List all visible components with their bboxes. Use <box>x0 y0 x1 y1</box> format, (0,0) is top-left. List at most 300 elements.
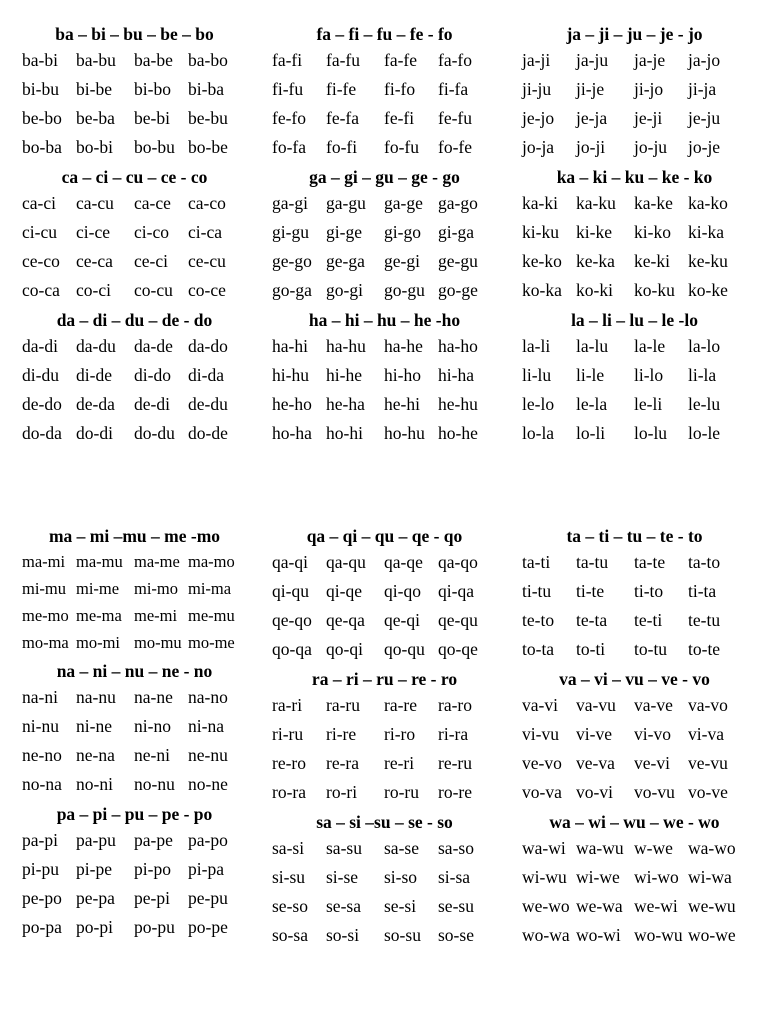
syllable-pair: do-de <box>188 423 228 443</box>
group-title: ga – gi – gu – ge - go <box>309 167 460 187</box>
syllable-pair: vo-ve <box>688 782 728 802</box>
syllable-pair: li-lu <box>522 365 552 385</box>
syllable-pair: re-ri <box>384 753 415 773</box>
syllable-pair: na-no <box>188 687 228 707</box>
syllable-row <box>272 749 517 778</box>
syllable-pair: go-ge <box>438 280 478 300</box>
syllable-pair: pa-po <box>188 830 228 850</box>
syllable-pair: qa-qe <box>384 552 423 572</box>
syllable-pair: ve-vo <box>522 753 562 773</box>
syllable-row <box>22 770 267 799</box>
syllable-pair: te-ta <box>576 610 608 630</box>
syllable-row <box>272 635 517 664</box>
syllable-pair: je-jo <box>522 108 555 128</box>
syllable-pair: ka-ki <box>522 193 558 213</box>
group-title: ba – bi – bu – be – bo <box>55 24 214 44</box>
syllable-pair: gi-gu <box>272 222 309 242</box>
syllable-pair: ci-cu <box>22 222 57 242</box>
syllable-pair: be-bi <box>134 108 170 128</box>
syllable-pair: qe-qi <box>384 610 420 630</box>
syllable-pair: fi-fo <box>384 79 416 99</box>
syllable-pair: no-ni <box>76 774 113 794</box>
syllable-group-t <box>522 524 767 664</box>
syllable-pair: hi-ha <box>438 365 474 385</box>
syllable-pair: ko-ke <box>688 280 728 300</box>
syllable-pair: ve-vi <box>634 753 670 773</box>
group-title: pa – pi – pu – pe - po <box>56 804 213 824</box>
syllable-pair: wa-wi <box>522 838 566 858</box>
syllable-pair: la-li <box>522 336 551 356</box>
syllable-pair: te-tu <box>688 610 721 630</box>
syllable-pair: ti-te <box>576 581 605 601</box>
syllable-row <box>272 577 517 606</box>
syllable-pair: pe-pu <box>188 888 228 908</box>
syllable-pair: ni-ne <box>76 716 112 736</box>
syllable-pair: do-di <box>76 423 113 443</box>
syllable-pair: ho-hi <box>326 423 363 443</box>
syllable-pair: wo-wi <box>576 925 621 945</box>
syllable-pair: te-to <box>522 610 555 630</box>
syllable-pair: pi-pe <box>76 859 112 879</box>
syllable-pair: ma-mu <box>76 552 123 571</box>
syllable-pair: pe-po <box>22 888 62 908</box>
syllable-pair: ke-ki <box>634 251 670 271</box>
syllable-pair: mi-mo <box>134 579 178 598</box>
group-title: fa – fi – fu – fe - fo <box>316 24 453 44</box>
syllable-pair: se-si <box>384 896 417 916</box>
syllable-pair: ce-co <box>22 251 60 271</box>
syllable-pair: ce-ci <box>134 251 168 271</box>
syllable-pair: di-do <box>134 365 171 385</box>
syllable-pair: ra-ro <box>438 695 473 715</box>
syllable-pair: pa-pe <box>134 830 173 850</box>
syllable-row <box>22 629 267 656</box>
group-title: ma – mi –mu – me -mo <box>48 526 221 546</box>
group-title: ca – ci – cu – ce - co <box>61 167 208 187</box>
syllable-pair: fe-fu <box>438 108 473 128</box>
syllable-group-h <box>272 308 517 448</box>
syllable-pair: ro-ru <box>384 782 419 802</box>
syllable-pair: hi-hu <box>272 365 309 385</box>
syllable-row <box>522 778 767 807</box>
syllable-pair: sa-so <box>438 838 474 858</box>
syllable-pair: ba-bu <box>76 50 116 70</box>
syllable-pair: je-ju <box>688 108 721 128</box>
syllable-pair: ho-ha <box>272 423 312 443</box>
syllable-pair: he-hu <box>438 394 478 414</box>
syllable-pair: da-du <box>76 336 116 356</box>
syllable-row <box>272 361 517 390</box>
syllable-pair: bi-ba <box>188 79 224 99</box>
syllable-pair: qi-qo <box>384 581 421 601</box>
syllable-pair: go-ga <box>272 280 312 300</box>
syllable-pair: we-wi <box>634 896 678 916</box>
syllable-pair: ge-ga <box>326 251 365 271</box>
group-title: ra – ri – ru – re - ro <box>311 669 458 689</box>
syllable-pair: me-mo <box>22 606 69 625</box>
syllable-pair: gi-ga <box>438 222 474 242</box>
syllable-row <box>522 104 767 133</box>
syllable-pair: he-ha <box>326 394 365 414</box>
syllable-pair: bo-bi <box>76 137 113 157</box>
syllable-pair: mi-mu <box>22 579 66 598</box>
group-title: qa – qi – qu – qe - qo <box>306 526 463 546</box>
syllable-pair: da-do <box>188 336 228 356</box>
syllable-pair: va-vo <box>688 695 728 715</box>
syllable-pair: ma-mi <box>22 552 66 571</box>
syllable-row <box>22 913 267 942</box>
syllable-row <box>22 361 267 390</box>
syllable-pair: vi-ve <box>576 724 612 744</box>
syllable-pair: wo-wa <box>522 925 570 945</box>
syllable-pair: ki-ke <box>576 222 612 242</box>
syllable-pair: ce-ca <box>76 251 113 271</box>
syllable-pair: le-lo <box>522 394 555 414</box>
syllable-row <box>22 602 267 629</box>
syllable-pair: ji-jo <box>634 79 664 99</box>
syllable-pair: ta-te <box>634 552 666 572</box>
syllable-row <box>22 712 267 741</box>
syllable-pair: to-te <box>688 639 721 659</box>
syllable-pair: ce-cu <box>188 251 226 271</box>
syllable-pair: w-we <box>634 838 673 858</box>
syllable-pair: co-ci <box>76 280 111 300</box>
syllable-pair: so-sa <box>272 925 308 945</box>
syllable-pair: de-du <box>188 394 228 414</box>
syllable-pair: ri-ro <box>384 724 416 744</box>
syllable-pair: po-pa <box>22 917 62 937</box>
group-title: da – di – du – de - do <box>56 310 213 330</box>
syllable-row <box>22 419 267 448</box>
syllable-pair: ha-ho <box>438 336 478 356</box>
syllable-pair: ga-go <box>438 193 478 213</box>
syllable-row <box>272 75 517 104</box>
syllable-pair: co-cu <box>134 280 173 300</box>
syllable-pair: go-gu <box>384 280 425 300</box>
syllable-column <box>272 524 517 950</box>
syllable-row <box>522 332 767 361</box>
syllable-pair: bo-ba <box>22 137 62 157</box>
syllable-pair: da-di <box>22 336 58 356</box>
syllable-row <box>22 683 267 712</box>
syllable-pair: fe-fi <box>384 108 415 128</box>
syllable-pair: qo-qe <box>438 639 478 659</box>
syllable-pair: jo-ji <box>576 137 606 157</box>
syllable-pair: vi-va <box>688 724 724 744</box>
syllable-row <box>22 390 267 419</box>
syllable-pair: mo-me <box>188 633 235 652</box>
syllable-pair: qa-qo <box>438 552 478 572</box>
syllable-row <box>522 218 767 247</box>
syllable-row <box>22 46 267 75</box>
syllable-pair: vo-vi <box>576 782 613 802</box>
syllable-pair: me-mu <box>188 606 235 625</box>
syllable-row <box>22 884 267 913</box>
syllable-row <box>522 921 767 950</box>
syllable-pair: ba-bi <box>22 50 58 70</box>
syllable-pair: va-vu <box>576 695 616 715</box>
syllable-pair: pi-pu <box>22 859 59 879</box>
syllable-pair: qa-qi <box>272 552 308 572</box>
syllable-pair: ma-mo <box>188 552 235 571</box>
syllable-pair: wi-wu <box>522 867 567 887</box>
syllable-row <box>522 834 767 863</box>
syllable-pair: ji-je <box>576 79 605 99</box>
syllable-pair: ne-na <box>76 745 115 765</box>
syllable-pair: vo-vu <box>634 782 675 802</box>
syllable-row <box>522 863 767 892</box>
syllable-pair: ri-ru <box>272 724 304 744</box>
syllable-pair: so-se <box>438 925 474 945</box>
syllable-pair: fo-fi <box>326 137 358 157</box>
syllable-pair: be-ba <box>76 108 115 128</box>
syllable-group-k <box>522 165 767 305</box>
syllable-row <box>272 133 517 162</box>
syllable-pair: fi-fa <box>438 79 469 99</box>
syllable-pair: ka-ko <box>688 193 728 213</box>
syllable-row <box>272 390 517 419</box>
syllable-pair: ti-tu <box>522 581 552 601</box>
syllable-pair: bo-bu <box>134 137 175 157</box>
syllable-pair: di-du <box>22 365 59 385</box>
group-title: sa – si –su – se - so <box>316 812 453 832</box>
syllable-pair: si-se <box>326 867 359 887</box>
syllable-pair: we-wo <box>522 896 570 916</box>
group-title: ha – hi – hu – he -ho <box>308 310 461 330</box>
syllable-pair: fi-fu <box>272 79 304 99</box>
syllable-pair: ki-ku <box>522 222 559 242</box>
syllable-group-j <box>522 22 767 162</box>
syllable-pair: jo-ja <box>522 137 555 157</box>
syllable-row <box>522 577 767 606</box>
syllable-pair: je-ja <box>576 108 608 128</box>
syllable-pair: ta-ti <box>522 552 551 572</box>
syllable-pair: fa-fe <box>384 50 418 70</box>
syllable-row <box>272 892 517 921</box>
syllable-pair: sa-se <box>384 838 419 858</box>
syllable-row <box>522 75 767 104</box>
syllable-pair: fe-fo <box>272 108 307 128</box>
syllable-pair: ge-gi <box>384 251 420 271</box>
syllable-group-p <box>22 802 267 942</box>
syllable-pair: si-so <box>384 867 418 887</box>
syllable-group-c <box>22 165 267 305</box>
syllable-pair: no-nu <box>134 774 175 794</box>
syllable-pair: de-do <box>22 394 62 414</box>
syllable-row <box>272 863 517 892</box>
syllable-pair: fo-fe <box>438 137 473 157</box>
syllable-pair: ni-no <box>134 716 171 736</box>
syllable-row <box>22 741 267 770</box>
syllable-pair: se-sa <box>326 896 361 916</box>
syllable-pair: wi-wa <box>688 867 732 887</box>
syllable-pair: ta-to <box>688 552 721 572</box>
syllable-pair: no-ne <box>188 774 228 794</box>
syllable-pair: pe-pi <box>134 888 170 908</box>
syllable-pair: so-si <box>326 925 360 945</box>
syllable-pair: go-gi <box>326 280 363 300</box>
syllable-pair: be-bo <box>22 108 62 128</box>
syllable-column <box>522 22 767 448</box>
syllable-row <box>272 606 517 635</box>
syllable-pair: ti-ta <box>688 581 717 601</box>
syllable-pair: wa-wu <box>576 838 624 858</box>
syllable-row <box>522 419 767 448</box>
syllable-pair: ro-ra <box>272 782 307 802</box>
group-title: ta – ti – tu – te - to <box>566 526 703 546</box>
syllable-pair: ma-me <box>134 552 180 571</box>
syllable-pair: ko-ki <box>576 280 613 300</box>
syllable-pair: da-de <box>134 336 173 356</box>
syllable-pair: ri-ra <box>438 724 469 744</box>
syllable-pair: ja-je <box>634 50 666 70</box>
syllable-row <box>22 826 267 855</box>
syllable-pair: fe-fa <box>326 108 360 128</box>
syllable-pair: li-la <box>688 365 717 385</box>
syllable-pair: so-su <box>384 925 421 945</box>
syllable-pair: jo-je <box>688 137 721 157</box>
syllable-pair: ke-ka <box>576 251 615 271</box>
syllable-pair: ne-nu <box>188 745 228 765</box>
syllable-pair: ho-he <box>438 423 478 443</box>
syllable-row <box>272 419 517 448</box>
syllable-row <box>272 720 517 749</box>
syllable-row <box>522 749 767 778</box>
syllable-pair: ni-na <box>188 716 224 736</box>
syllable-pair: mo-ma <box>22 633 69 652</box>
syllable-pair: ka-ku <box>576 193 616 213</box>
syllable-pair: ja-jo <box>688 50 721 70</box>
syllable-pair: ci-ce <box>76 222 110 242</box>
syllable-pair: ha-he <box>384 336 423 356</box>
syllable-row <box>522 635 767 664</box>
syllable-pair: pi-pa <box>188 859 224 879</box>
syllable-pair: we-wa <box>576 896 623 916</box>
syllable-pair: ta-tu <box>576 552 609 572</box>
syllable-row <box>522 691 767 720</box>
syllable-group-w <box>522 810 767 950</box>
syllable-pair: li-le <box>576 365 605 385</box>
syllable-pair: qi-qa <box>438 581 474 601</box>
syllable-pair: di-de <box>76 365 112 385</box>
syllable-row <box>272 189 517 218</box>
syllable-row <box>272 921 517 950</box>
syllable-pair: to-ti <box>576 639 606 659</box>
syllable-pair: na-ni <box>22 687 58 707</box>
syllable-pair: wi-wo <box>634 867 679 887</box>
syllable-row <box>272 46 517 75</box>
syllable-row <box>272 834 517 863</box>
syllable-pair: pe-pa <box>76 888 115 908</box>
syllable-row <box>272 104 517 133</box>
syllable-row <box>22 189 267 218</box>
syllable-pair: re-ra <box>326 753 360 773</box>
syllable-pair: qa-qu <box>326 552 366 572</box>
syllable-pair: he-hi <box>384 394 420 414</box>
syllable-pair: jo-ju <box>634 137 668 157</box>
syllable-pair: vo-va <box>522 782 562 802</box>
syllable-pair: na-nu <box>76 687 116 707</box>
syllable-row <box>522 892 767 921</box>
syllable-pair: ve-vu <box>688 753 728 773</box>
syllable-pair: le-la <box>576 394 608 414</box>
syllable-group-f <box>272 22 517 162</box>
syllable-pair: mo-mi <box>76 633 120 652</box>
syllable-pair: ne-ni <box>134 745 170 765</box>
syllable-pair: wi-we <box>576 867 620 887</box>
syllable-pair: se-su <box>438 896 474 916</box>
syllable-pair: gi-go <box>384 222 421 242</box>
syllable-group-l <box>522 308 767 448</box>
syllable-pair: ga-gu <box>326 193 366 213</box>
syllable-pair: be-bu <box>188 108 228 128</box>
syllable-row <box>22 276 267 305</box>
syllable-pair: qo-qu <box>384 639 425 659</box>
syllable-pair: ja-ju <box>576 50 609 70</box>
syllable-row <box>22 104 267 133</box>
syllable-pair: do-du <box>134 423 175 443</box>
syllable-pair: fa-fo <box>438 50 473 70</box>
syllable-pair: ra-ri <box>272 695 303 715</box>
syllable-pair: sa-si <box>272 838 305 858</box>
syllable-row <box>522 548 767 577</box>
syllable-row <box>22 855 267 884</box>
syllable-pair: ge-gu <box>438 251 478 271</box>
syllable-column <box>522 524 767 950</box>
syllable-pair: vi-vo <box>634 724 671 744</box>
syllable-group-v <box>522 667 767 807</box>
syllable-pair: ke-ko <box>522 251 562 271</box>
syllable-pair: we-wu <box>688 896 736 916</box>
syllable-pair: de-di <box>134 394 170 414</box>
syllable-pair: ko-ka <box>522 280 562 300</box>
syllable-row <box>22 575 267 602</box>
syllable-pair: fa-fu <box>326 50 361 70</box>
syllable-row <box>22 133 267 162</box>
syllable-pair: ra-re <box>384 695 418 715</box>
syllable-row <box>22 247 267 276</box>
syllable-pair: la-lo <box>688 336 721 356</box>
syllable-row <box>522 606 767 635</box>
syllable-group-m <box>22 524 267 656</box>
syllable-pair: qo-qa <box>272 639 312 659</box>
syllable-pair: ha-hi <box>272 336 308 356</box>
syllable-pair: re-ru <box>438 753 473 773</box>
syllable-pair: wa-wo <box>688 838 736 858</box>
syllable-pair: de-da <box>76 394 115 414</box>
syllable-column <box>22 524 267 942</box>
syllable-pair: wo-wu <box>634 925 683 945</box>
syllable-row <box>22 548 267 575</box>
syllable-pair: di-da <box>188 365 224 385</box>
syllable-pair: ri-re <box>326 724 357 744</box>
syllable-pair: co-ce <box>188 280 226 300</box>
group-title: wa – wi – wu – we - wo <box>549 812 720 832</box>
syllable-pair: va-vi <box>522 695 558 715</box>
syllable-group-g <box>272 165 517 305</box>
syllable-pair: po-pi <box>76 917 113 937</box>
syllable-pair: fo-fa <box>272 137 307 157</box>
syllable-row <box>272 548 517 577</box>
syllable-pair: mi-ma <box>188 579 232 598</box>
group-title: na – ni – nu – ne - no <box>56 661 213 681</box>
syllable-pair: hi-he <box>326 365 362 385</box>
syllable-row <box>522 247 767 276</box>
syllable-group-d <box>22 308 267 448</box>
syllable-pair: te-ti <box>634 610 663 630</box>
syllable-row <box>272 332 517 361</box>
syllable-row <box>272 778 517 807</box>
